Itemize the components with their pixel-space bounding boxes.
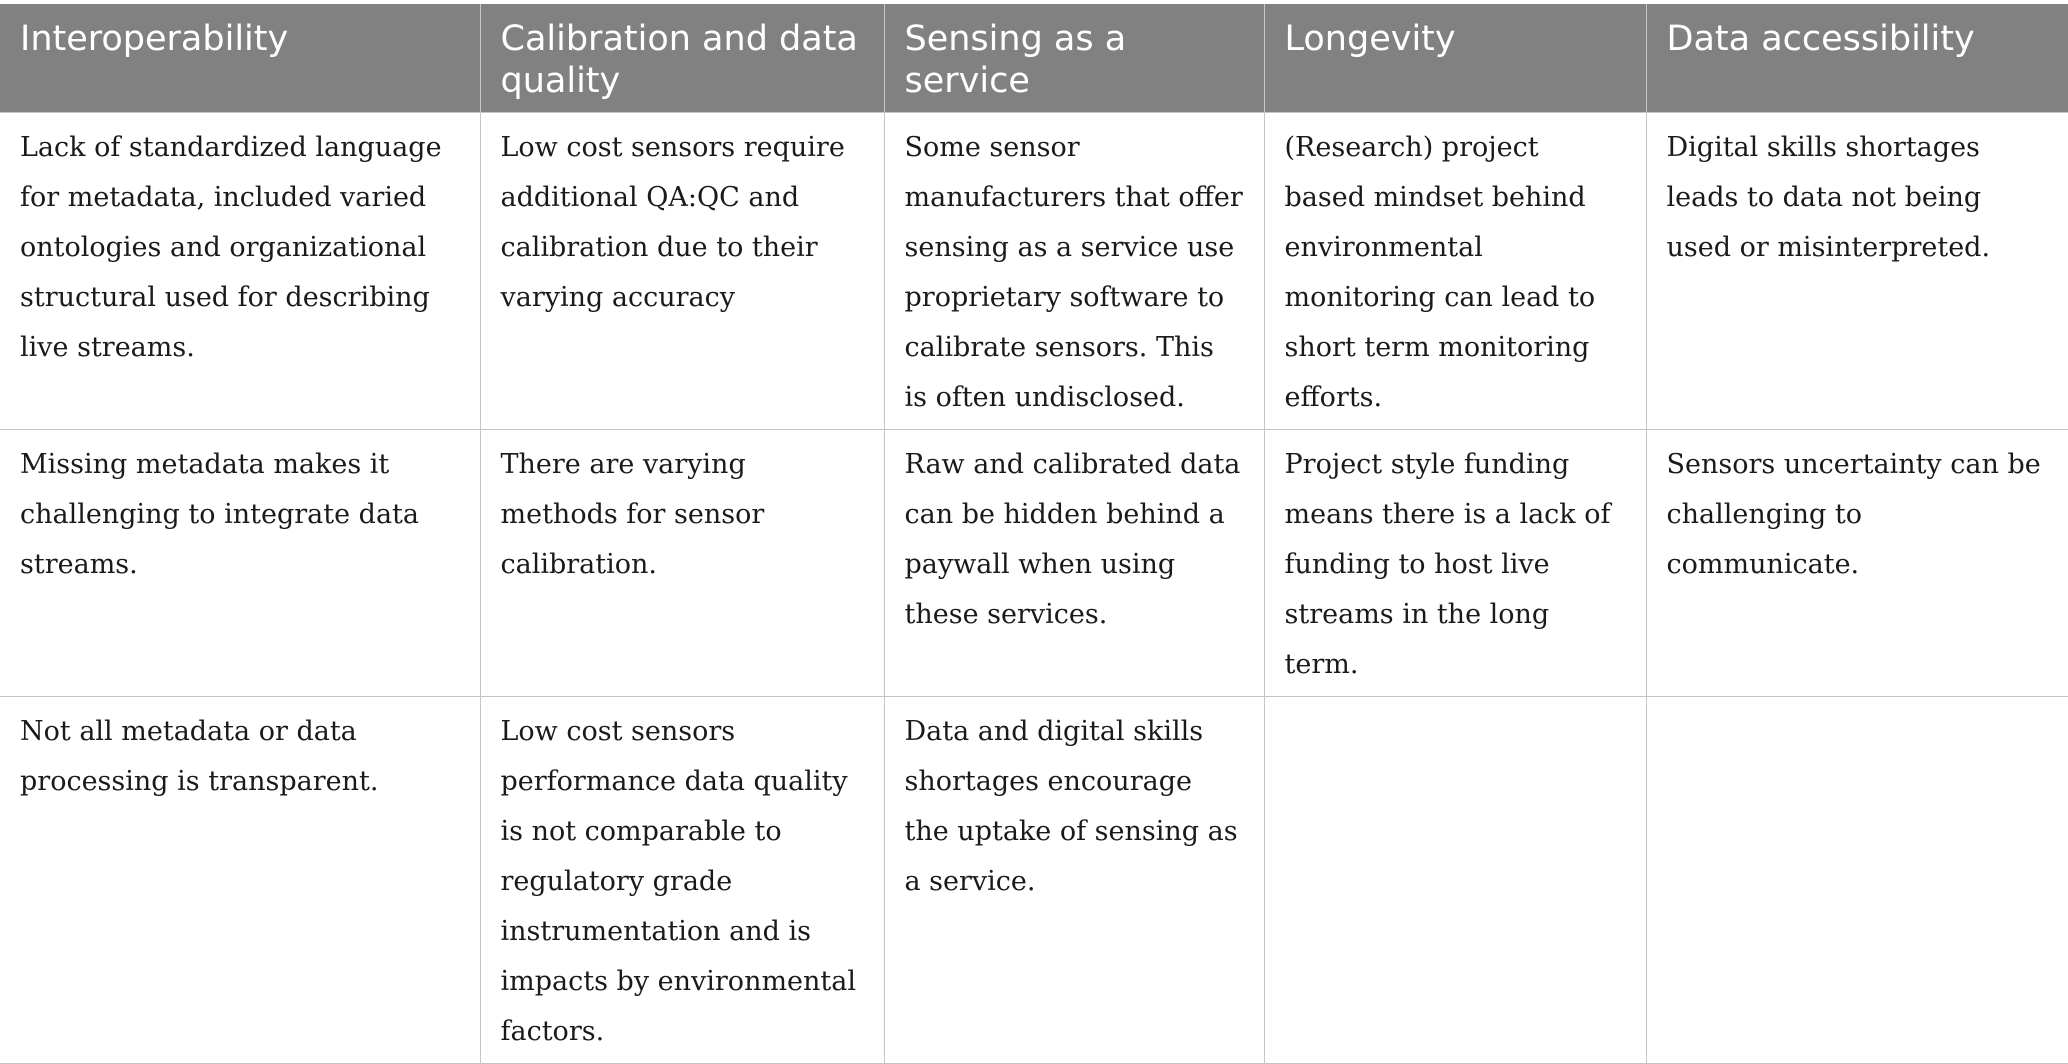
table-cell: Sensors uncertainty can be challenging to communicate. (1646, 430, 2068, 697)
table-body (0, 113, 2068, 1064)
table-cell: Some sensor manufacturers that offer sensing as a service use proprietary software to calibrate sensors. This is often undisclosed. (884, 113, 1264, 430)
challenges-table-container (0, 4, 2068, 1064)
table-cell: Not all metadata or data processing is transparent. (0, 697, 480, 1064)
table-cell-empty (1646, 697, 2068, 1064)
column-header-calibration: Calibration and data quality (480, 4, 884, 113)
table-cell: Lack of standardized language for metadata, included varied ontologies and organizational structural used for describing live streams. (0, 113, 480, 430)
table-cell: Project style funding means there is a lack of funding to host live streams in the long term. (1264, 430, 1646, 697)
table-row (0, 697, 2068, 1064)
header-row (0, 4, 2068, 113)
column-header-sensing-service: Sensing as a service (884, 4, 1264, 113)
column-header-data-accessibility: Data accessibility (1646, 4, 2068, 113)
table-cell: Low cost sensors performance data quality is not comparable to regulatory grade instrumentation and is impacts by environmental factors. (480, 697, 884, 1064)
table-cell: (Research) project based mindset behind environmental monitoring can lead to short term monitoring efforts. (1264, 113, 1646, 430)
table-cell: There are varying methods for sensor calibration. (480, 430, 884, 697)
column-header-longevity: Longevity (1264, 4, 1646, 113)
table-cell: Missing metadata makes it challenging to integrate data streams. (0, 430, 480, 697)
table-cell-empty (1264, 697, 1646, 1064)
table-cell: Digital skills shortages leads to data not being used or misinterpreted. (1646, 113, 2068, 430)
column-header-interoperability: Interoperability (0, 4, 480, 113)
table-cell: Low cost sensors require additional QA:QC and calibration due to their varying accuracy (480, 113, 884, 430)
table-row (0, 430, 2068, 697)
table-cell: Raw and calibrated data can be hidden behind a paywall when using these services. (884, 430, 1264, 697)
table-cell: Data and digital skills shortages encourage the uptake of sensing as a service. (884, 697, 1264, 1064)
table-header (0, 4, 2068, 113)
challenges-table (0, 4, 2068, 1064)
table-row (0, 113, 2068, 430)
